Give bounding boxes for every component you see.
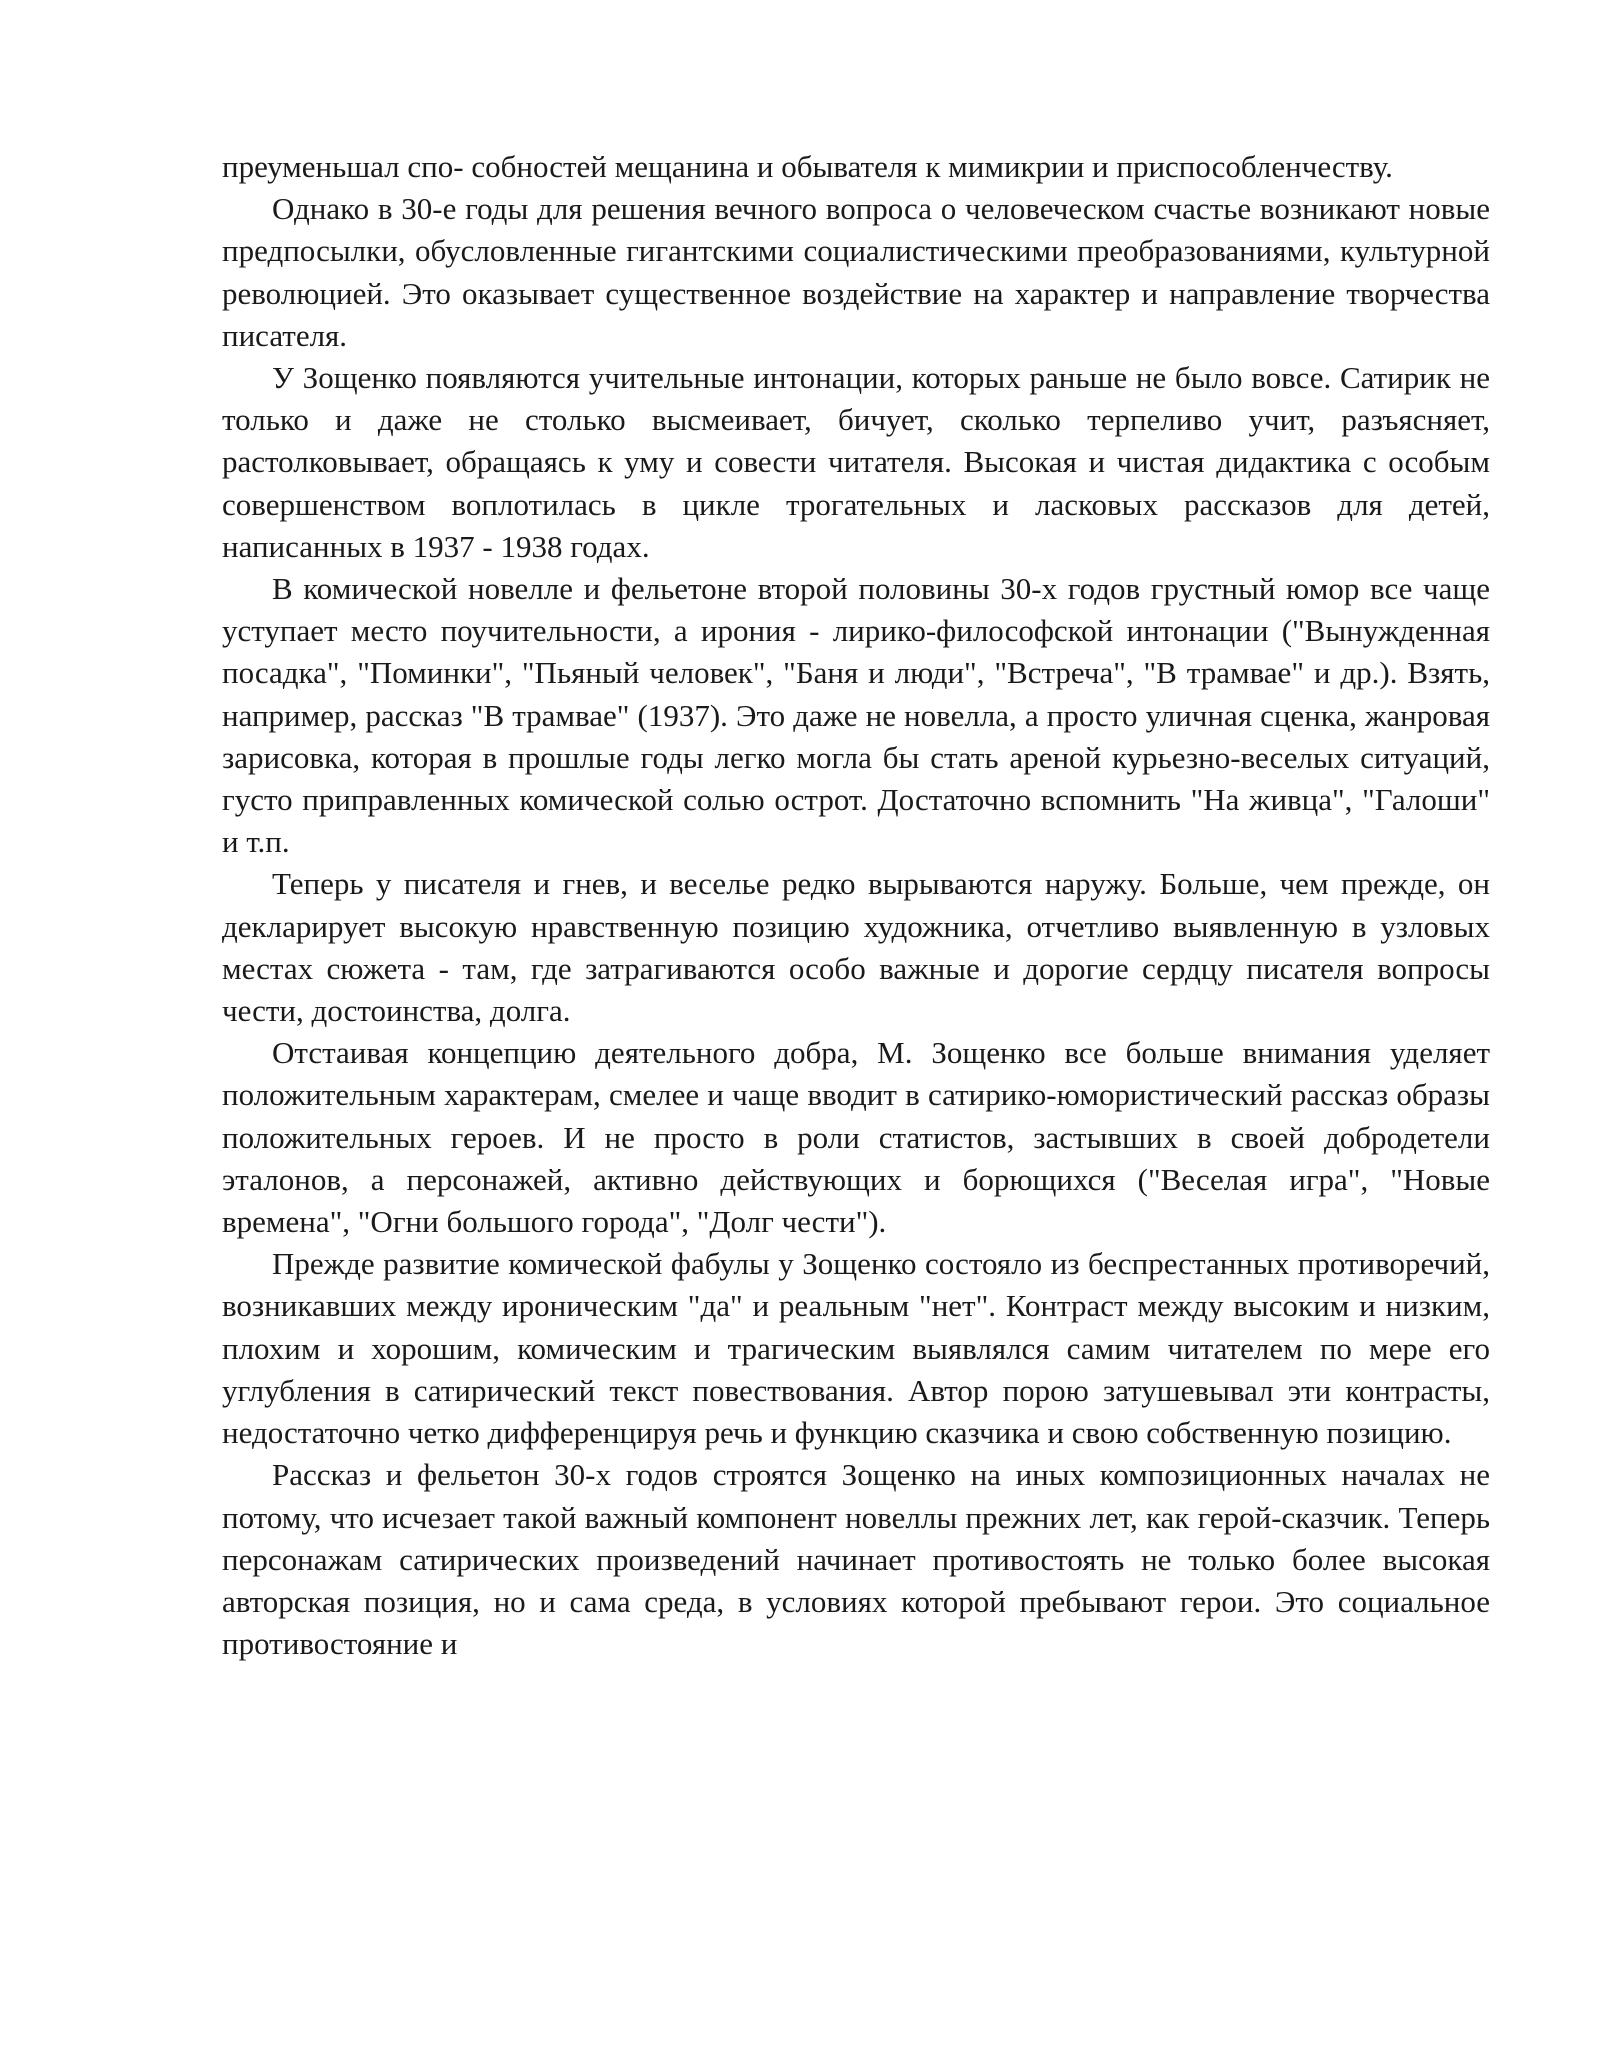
paragraph: В комической новелле и фельетоне второй половины 30-х годов грустный юмор все чаще уступает место поучительности, а ирония - лирико-философской интонации ("Вынужденная посадка", "Поминки", "Пьяный человек", "Баня и люди", "Встреча", "В трамвае" и др.). Взять, например, рассказ "В трамвае" (1937). Это даже не новелла, а просто уличная сценка, жанровая зарисовка, которая в прошлые годы легко могла бы стать ареной курьезно-веселых ситуаций, густо приправленных комической солью острот. Достаточно вспомнить "На живца", "Галоши" и т.п. [222,571,1490,860]
paragraph: У Зощенко появляются учительные интонации, которых раньше не было вовсе. Сатирик не только и даже не столько высмеивает, бичует, сколько терпеливо учит, разъясняет, растолковывает, обращаясь к уму и совести читателя. Высокая и чистая дидактика с особым совершенством воплотилась в цикле трогательных и ласковых рассказов для детей, написанных в 1937 - 1938 годах. [222,360,1490,564]
paragraph: Рассказ и фельетон 30-х годов строятся Зощенко на иных композиционных началах не потому, что исчезает такой важный компонент новеллы прежних лет, как герой-сказчик. Теперь персонажам сатирических произведений начинает противостоять не только более высокая авторская позиция, но и сама среда, в условиях которой пребывают герои. Это социальное противостояние и [222,1457,1490,1662]
paragraph: Отстаивая концепцию деятельного добра, М. Зощенко все больше внимания уделяет положительным характерам, смелее и чаще вводит в сатирико-юмористический рассказ образы положительных героев. И не просто в роли статистов, застывших в своей добродетели эталонов, а персонажей, активно действующих и борющихся ("Веселая игра", "Новые времена", "Огни большого города", "Долг чести"). [222,1035,1490,1240]
paragraph: Однако в 30-е годы для решения вечного вопроса о человеческом счастье возникают новые предпосылки, обусловленные гигантскими социалистическими преобразованиями, культурной революцией. Это оказывает существенное воздействие на характер и направление творчества писателя. [222,191,1490,353]
document-page [222,146,1490,1665]
paragraph: Теперь у писателя и гнев, и веселье редко вырываются наружу. Больше, чем прежде, он декларирует высокую нравственную позицию художника, отчетливо выявленную в узловых местах сюжета - там, где затрагиваются особо важные и дорогие сердцу писателя вопросы чести, достоинства, долга. [222,866,1490,1029]
paragraph: Прежде развитие комической фабулы у Зощенко состояло из беспрестанных противоречий, возникавших между ироническим "да" и реальным "нет". Контраст между высоким и низким, плохим и хорошим, комическим и трагическим выявлялся самим читателем по мере его углубления в сатирический текст повествования. Автор порою затушевывал эти контрасты, недостаточно четко дифференцируя речь и функцию сказчика и свою собственную позицию. [222,1246,1490,1451]
paragraph-continued: преуменьшал спо- собностей мещанина и обывателя к мимикрии и приспособленчеству. [222,149,1393,184]
